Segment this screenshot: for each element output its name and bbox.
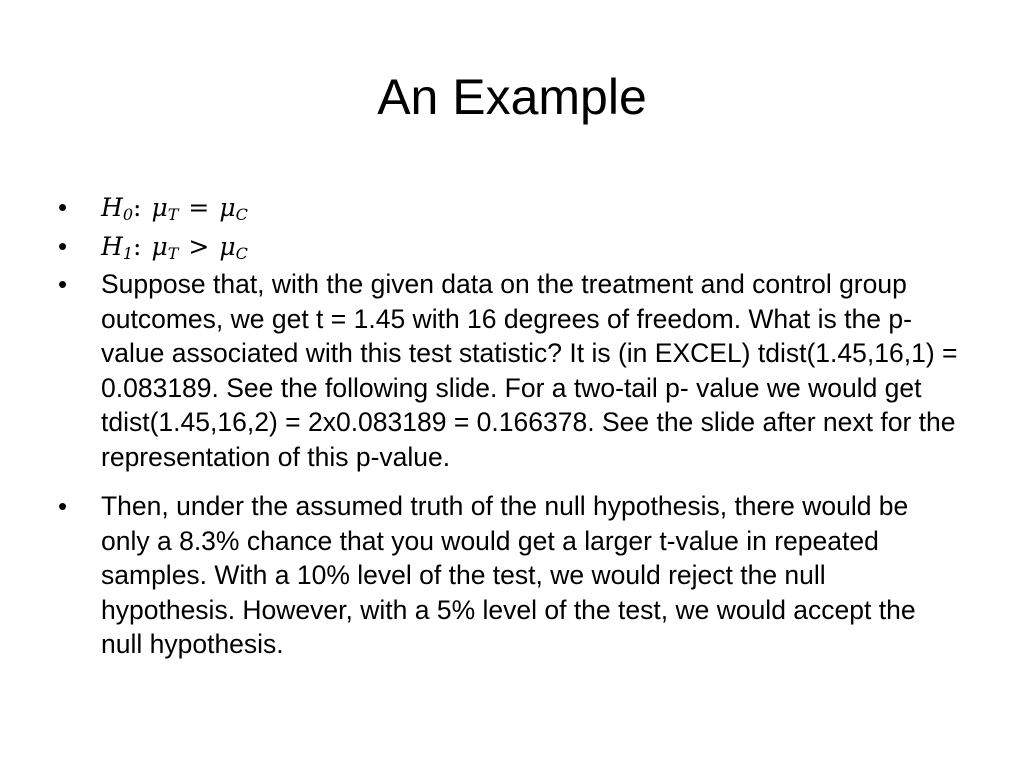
bullet-p-value-explanation	[58, 267, 963, 474]
slide-title: An Example	[377, 69, 647, 125]
bullet-marker: •	[58, 491, 68, 521]
conclusion-text: Then, under the assumed truth of the null hypothesis, there would be only a 8.3% chance that you would get a larger t-value in repeated samples. With a 10% level of the test, we would reject the null hypothesis. However, with a 5% level of the test, we would accept the null hypothesis.	[101, 491, 916, 659]
bullet-marker: •	[58, 230, 68, 261]
bullet-marker: •	[58, 192, 68, 222]
bullet-conclusion	[58, 489, 963, 662]
bullet-list	[58, 190, 963, 677]
bullet-marker: •	[58, 269, 68, 299]
alternative-hypothesis-formula: $H_1$: $\mu_T > \mu_C$	[101, 231, 248, 263]
bullet-null-hypothesis	[58, 190, 963, 226]
null-hypothesis-formula: $H_0$: $\mu_T = \mu_C$	[101, 193, 248, 224]
p-value-text: Suppose that, with the given data on the treatment and control group outcomes, we get t = 1.45 with 16 degrees of freedom. What is the p-value associated with this test statistic? It is (in EXCEL) tdist(1.45,16,1) = 0.083189. See the following slide. For a two-tail p- value we would get tdist(1.45,16,2) = 2x0.083189 = 0.166378. See the slide after next for the representation of this p-value.	[101, 269, 958, 472]
bullet-alternative-hypothesis	[58, 229, 963, 265]
